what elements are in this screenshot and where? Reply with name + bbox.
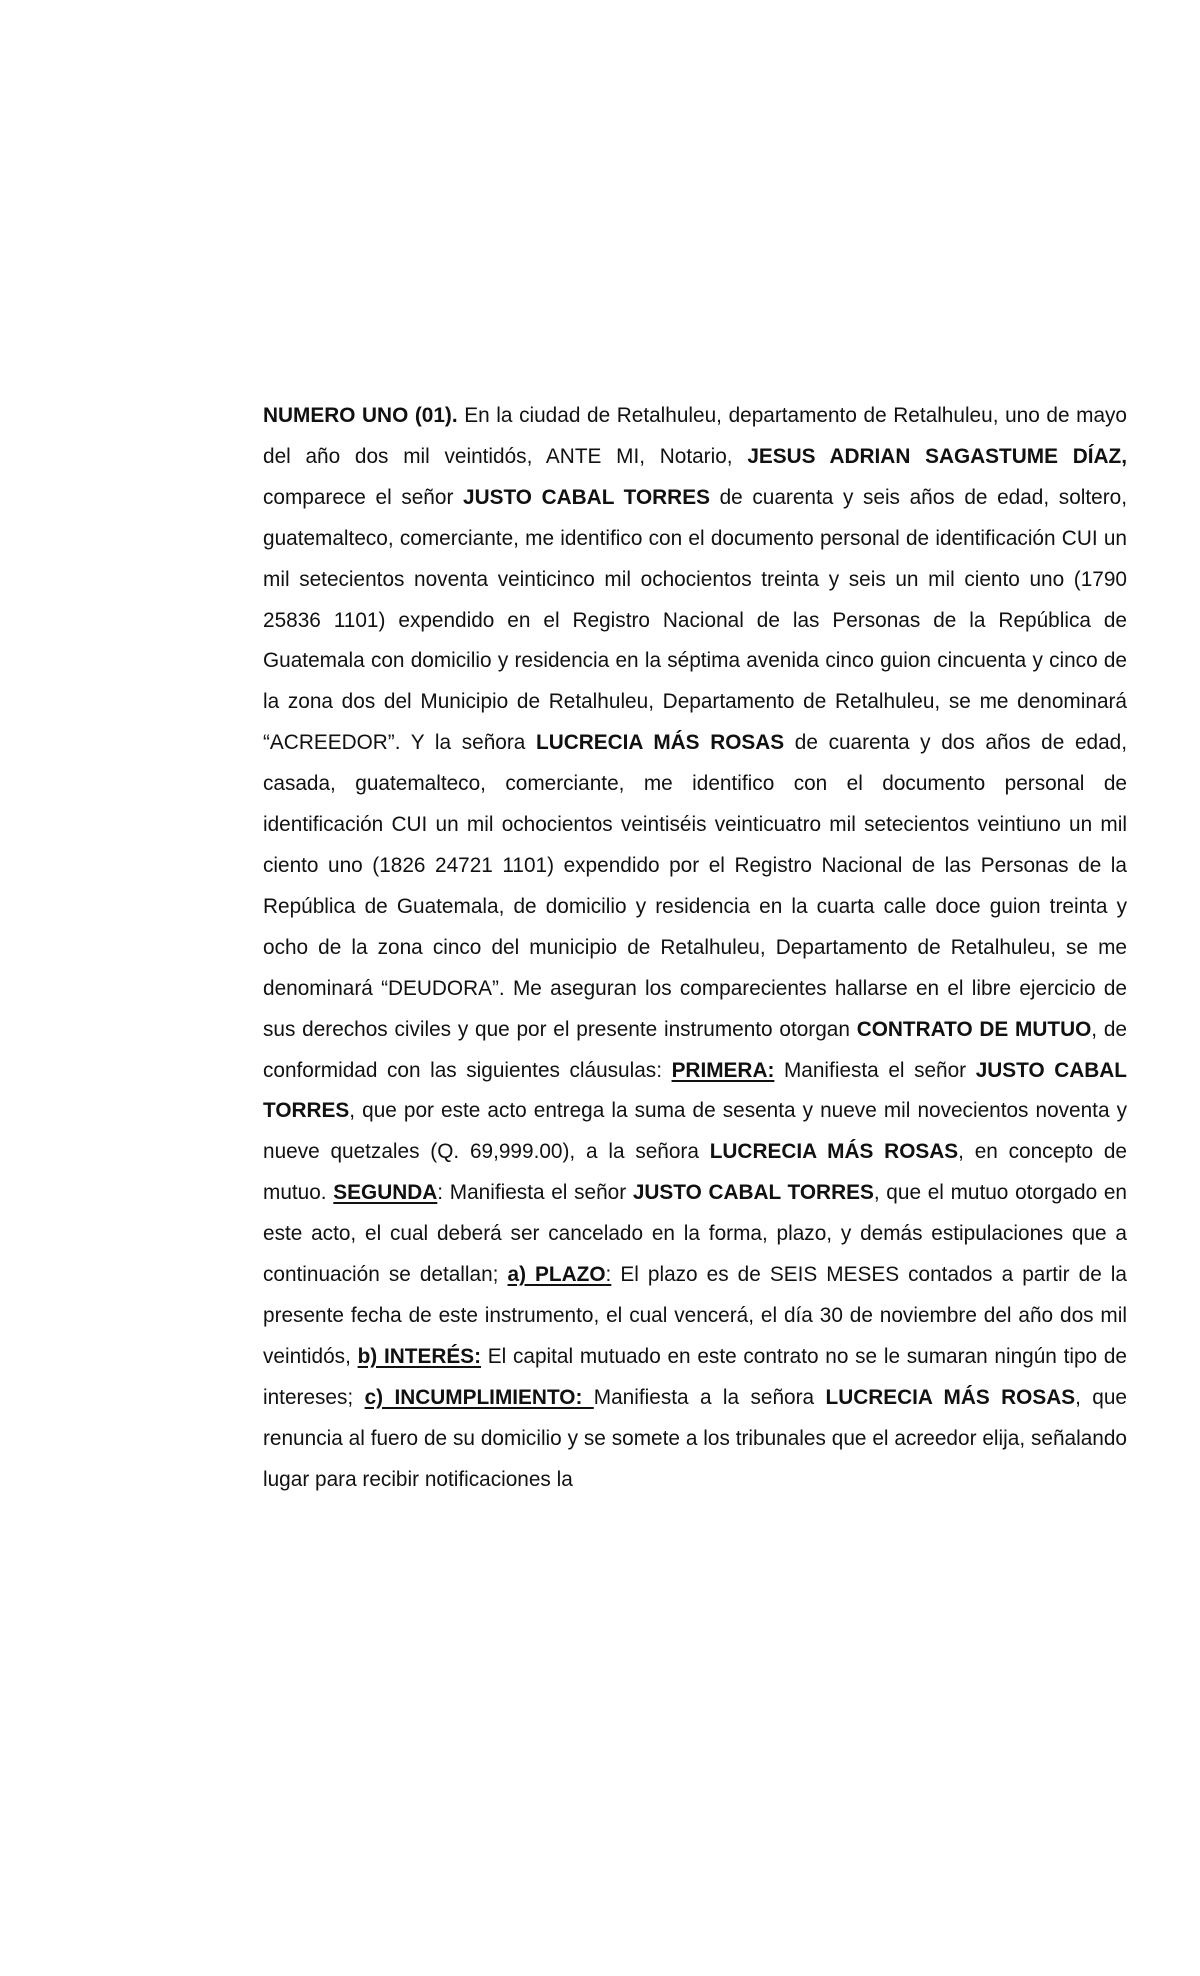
subclause-heading-interes: b) INTERÉS: bbox=[357, 1344, 482, 1368]
debtor-name: LUCRECIA MÁS ROSAS bbox=[536, 731, 785, 755]
clause-heading-primera: PRIMERA: bbox=[671, 1058, 775, 1082]
text-run: comparece el señor bbox=[263, 485, 464, 509]
contract-paragraph bbox=[263, 396, 1127, 1500]
text-run: El capital mutuado en este contrato no se le sumaran ningún tipo de intereses; bbox=[263, 1344, 1127, 1409]
creditor-name: JUSTO CABAL TORRES bbox=[463, 485, 710, 509]
debtor-name: LUCRECIA MÁS ROSAS bbox=[709, 1140, 959, 1164]
text-run: El plazo es de SEIS MESES contados a partir de la presente fecha de este instrumento, el cual vencerá, el día 30 de noviembre del año dos mil veintidós, bbox=[263, 1263, 1127, 1368]
notary-name: JESUS ADRIAN SAGASTUME DÍAZ, bbox=[747, 444, 1127, 468]
clause-heading-segunda: SEGUNDA bbox=[333, 1181, 438, 1205]
subclause-heading-incumplimiento: c) INCUMPLIMIENTO: bbox=[364, 1385, 594, 1409]
contract-type: CONTRATO DE MUTUO bbox=[856, 1017, 1092, 1041]
creditor-name: JUSTO CABAL TORRES bbox=[632, 1181, 874, 1205]
text-run: , que renuncia al fuero de su domicilio y se somete a los tribunales que el acreedor elija, señalando lugar para recibir notificaciones la bbox=[263, 1385, 1127, 1491]
text-run: : Manifiesta el señor bbox=[437, 1181, 633, 1205]
text-run: Manifiesta a la señora bbox=[593, 1385, 826, 1409]
text-run: , que el mutuo otorgado en este acto, el cual deberá ser cancelado en la forma, plazo, y demás estipulaciones que a continuación se detallan; bbox=[263, 1181, 1127, 1287]
text-run: Manifiesta el señor bbox=[774, 1058, 976, 1082]
text-run: , en concepto de mutuo. bbox=[263, 1140, 1127, 1205]
text-run: En la ciudad de Retalhuleu, departamento de Retalhuleu, uno de mayo del año dos mil veintidós, ANTE MI, Notario, bbox=[263, 404, 1127, 468]
text-run: de cuarenta y seis años de edad, soltero, guatemalteco, comerciante, me identifico con el documento personal de identificación CUI un mil setecientos noventa veinticinco mil ochocientos treinta y seis un mil ciento uno (1790 25836 1101) expendido en el Registro Nacional de las Personas de la República de Guatemala con domicilio y residencia en la séptima avenida cinco guion cincuenta y cinco de la zona dos del Municipio de Retalhuleu, Departamento de Retalhuleu, se me denominará “ACREEDOR”. Y la señora bbox=[263, 485, 1127, 755]
text-run: , de conformidad con las siguientes cláusulas: bbox=[263, 1017, 1127, 1082]
text-run: de cuarenta y dos años de edad, casada, guatemalteco, comerciante, me identifico con el documento personal de identificación CUI un mil ochocientos veintiséis veinticuatro mil setecientos veintiuno un mil ciento uno (1826 24721 1101) expendido por el Registro Nacional de las Personas de la República de Guatemala, de domicilio y residencia en la cuarta calle doce guion treinta y ocho de la zona cinco del municipio de Retalhuleu, Departamento de Retalhuleu, se me denominará “DEUDORA”. Me aseguran los comparecientes hallarse en el libre ejercicio de sus derechos civiles y que por el presente instrumento otorgan bbox=[263, 731, 1127, 1041]
instrument-number: NUMERO UNO (01). bbox=[263, 404, 458, 427]
text-run: , que por este acto entrega la suma de sesenta y nueve mil novecientos noventa y nueve quetzales (Q. 69,999.00), a la señora bbox=[263, 1099, 1127, 1164]
debtor-name: LUCRECIA MÁS ROSAS bbox=[825, 1385, 1076, 1409]
subclause-heading-plazo: a) PLAZO bbox=[507, 1263, 606, 1287]
creditor-name: JUSTO CABAL TORRES bbox=[263, 1058, 1128, 1123]
subclause-colon: : bbox=[605, 1263, 612, 1287]
